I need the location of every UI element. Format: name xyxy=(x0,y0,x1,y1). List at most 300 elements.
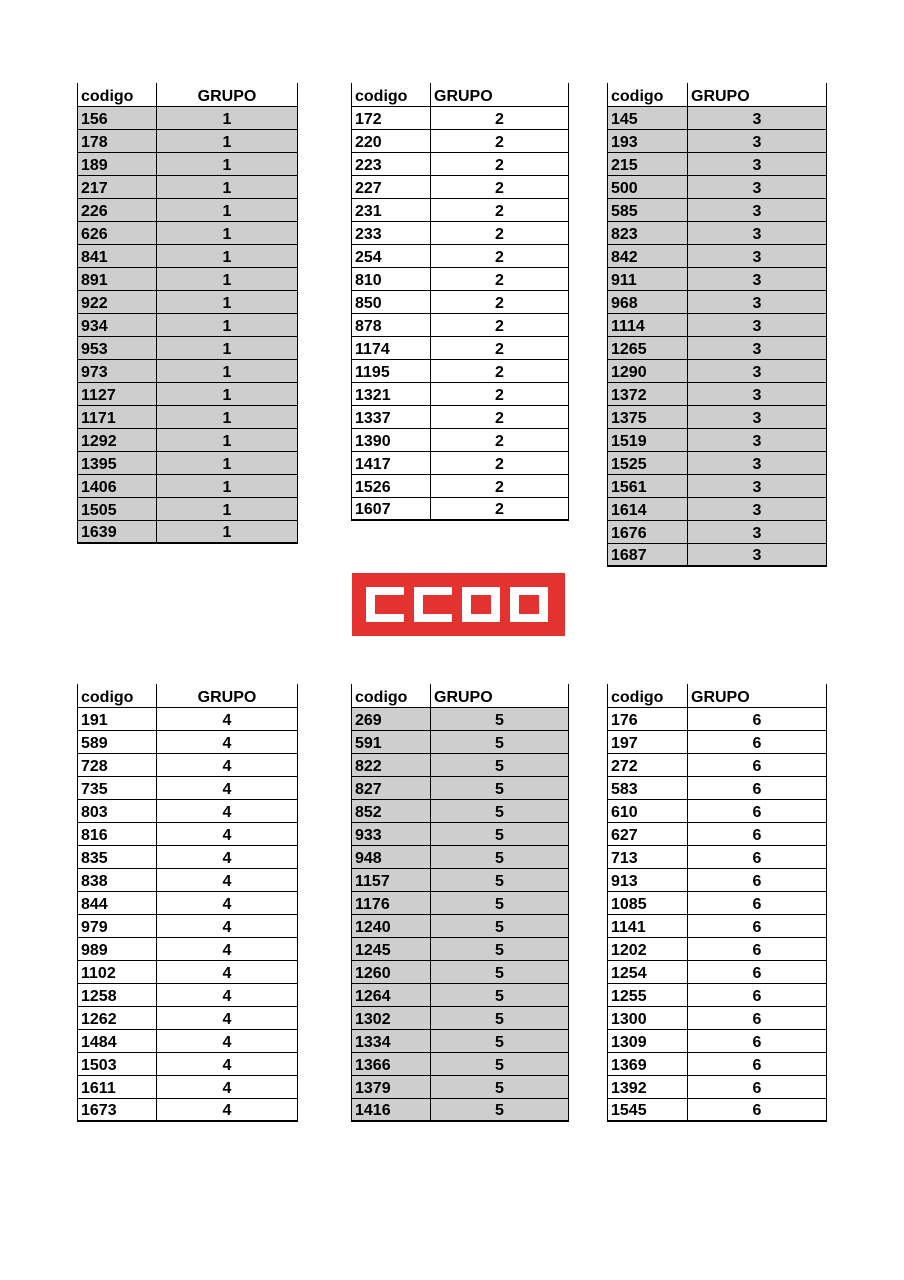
codigo-cell: 838 xyxy=(78,868,157,891)
table-row xyxy=(352,845,569,868)
table-row xyxy=(608,707,827,730)
grupo-cell: 6 xyxy=(688,983,827,1006)
codigo-cell: 585 xyxy=(608,198,688,221)
table-row xyxy=(352,868,569,891)
codigo-cell: 591 xyxy=(352,730,431,753)
table-row xyxy=(608,730,827,753)
grupo-cell: 4 xyxy=(157,845,298,868)
codigo-cell: 933 xyxy=(352,822,431,845)
table-row xyxy=(608,244,827,267)
grupo-cell: 2 xyxy=(431,313,569,336)
table-row xyxy=(78,474,298,497)
codigo-cell: 1102 xyxy=(78,960,157,983)
grupo-cell: 1 xyxy=(157,198,298,221)
codigo-cell: 227 xyxy=(352,175,431,198)
grupo-cell: 3 xyxy=(688,474,827,497)
grupo-cell: 5 xyxy=(431,1006,569,1029)
grupo-cell: 1 xyxy=(157,267,298,290)
grupo-cell: 4 xyxy=(157,1098,298,1121)
table-row xyxy=(608,1075,827,1098)
table-row xyxy=(78,405,298,428)
grupo-cell: 5 xyxy=(431,753,569,776)
table-row xyxy=(78,336,298,359)
grupo-cell: 5 xyxy=(431,845,569,868)
grupo-header: GRUPO xyxy=(431,83,569,106)
grupo-cell: 3 xyxy=(688,382,827,405)
table-row xyxy=(78,1052,298,1075)
codigo-cell: 223 xyxy=(352,152,431,175)
codigo-cell: 1372 xyxy=(608,382,688,405)
grupo-2-table xyxy=(351,83,569,521)
table-row xyxy=(608,106,827,129)
codigo-cell: 1673 xyxy=(78,1098,157,1121)
codigo-cell: 1375 xyxy=(608,405,688,428)
grupo-cell: 1 xyxy=(157,474,298,497)
codigo-header: codigo xyxy=(608,83,688,106)
codigo-cell: 1114 xyxy=(608,313,688,336)
table-row xyxy=(352,198,569,221)
grupo-cell: 6 xyxy=(688,1098,827,1121)
codigo-cell: 1676 xyxy=(608,520,688,543)
codigo-cell: 844 xyxy=(78,891,157,914)
table-row xyxy=(78,428,298,451)
codigo-cell: 1366 xyxy=(352,1052,431,1075)
codigo-cell: 1309 xyxy=(608,1029,688,1052)
table-row xyxy=(78,1075,298,1098)
table-row xyxy=(78,313,298,336)
grupo-cell: 6 xyxy=(688,730,827,753)
grupo-cell: 4 xyxy=(157,891,298,914)
grupo-cell: 2 xyxy=(431,336,569,359)
codigo-cell: 850 xyxy=(352,290,431,313)
codigo-cell: 610 xyxy=(608,799,688,822)
grupo-cell: 1 xyxy=(157,152,298,175)
codigo-cell: 728 xyxy=(78,753,157,776)
table-row xyxy=(78,753,298,776)
table-row xyxy=(352,267,569,290)
table-row xyxy=(352,313,569,336)
grupo-cell: 3 xyxy=(688,359,827,382)
table-row xyxy=(78,730,298,753)
codigo-cell: 1505 xyxy=(78,497,157,520)
grupo-cell: 5 xyxy=(431,1029,569,1052)
grupo-cell: 2 xyxy=(431,405,569,428)
table-row xyxy=(78,707,298,730)
grupo-cell: 2 xyxy=(431,359,569,382)
table-row xyxy=(352,937,569,960)
table-row xyxy=(352,175,569,198)
codigo-cell: 911 xyxy=(608,267,688,290)
grupo-cell: 3 xyxy=(688,336,827,359)
table-row xyxy=(608,290,827,313)
codigo-cell: 1526 xyxy=(352,474,431,497)
table-row xyxy=(78,497,298,520)
table-row xyxy=(78,983,298,1006)
table-row xyxy=(608,983,827,1006)
codigo-cell: 627 xyxy=(608,822,688,845)
grupo-cell: 4 xyxy=(157,707,298,730)
table-row xyxy=(608,914,827,937)
grupo-cell: 1 xyxy=(157,359,298,382)
codigo-cell: 878 xyxy=(352,313,431,336)
logo-background xyxy=(352,573,565,636)
table-row xyxy=(352,707,569,730)
grupo-cell: 5 xyxy=(431,914,569,937)
grupo-cell: 6 xyxy=(688,753,827,776)
table-row xyxy=(608,313,827,336)
codigo-header: codigo xyxy=(352,83,431,106)
codigo-cell: 1395 xyxy=(78,451,157,474)
table-row xyxy=(352,960,569,983)
grupo-cell: 6 xyxy=(688,1029,827,1052)
codigo-cell: 145 xyxy=(608,106,688,129)
grupo-cell: 1 xyxy=(157,106,298,129)
table-row xyxy=(78,776,298,799)
grupo-cell: 3 xyxy=(688,221,827,244)
codigo-cell: 178 xyxy=(78,129,157,152)
grupo-cell: 4 xyxy=(157,822,298,845)
grupo-cell: 3 xyxy=(688,290,827,313)
codigo-cell: 810 xyxy=(352,267,431,290)
grupo-cell: 2 xyxy=(431,106,569,129)
codigo-cell: 583 xyxy=(608,776,688,799)
table-row xyxy=(352,1098,569,1121)
codigo-cell: 1255 xyxy=(608,983,688,1006)
codigo-cell: 1321 xyxy=(352,382,431,405)
table-row xyxy=(352,1075,569,1098)
table-row xyxy=(608,152,827,175)
codigo-cell: 1484 xyxy=(78,1029,157,1052)
codigo-cell: 1171 xyxy=(78,405,157,428)
table-row xyxy=(608,428,827,451)
grupo-cell: 1 xyxy=(157,336,298,359)
codigo-cell: 1202 xyxy=(608,937,688,960)
grupo-cell: 6 xyxy=(688,891,827,914)
codigo-cell: 735 xyxy=(78,776,157,799)
table-row xyxy=(78,799,298,822)
grupo-cell: 4 xyxy=(157,1029,298,1052)
table-row xyxy=(352,428,569,451)
table-row xyxy=(608,336,827,359)
table-row xyxy=(352,822,569,845)
table-row xyxy=(78,129,298,152)
codigo-cell: 1264 xyxy=(352,983,431,1006)
codigo-cell: 156 xyxy=(78,106,157,129)
grupo-cell: 5 xyxy=(431,937,569,960)
table-row xyxy=(78,290,298,313)
grupo-cell: 3 xyxy=(688,267,827,290)
codigo-cell: 953 xyxy=(78,336,157,359)
grupo-cell: 4 xyxy=(157,799,298,822)
table-row xyxy=(352,290,569,313)
table-row xyxy=(78,822,298,845)
codigo-cell: 1639 xyxy=(78,520,157,543)
grupo-cell: 3 xyxy=(688,497,827,520)
codigo-cell: 989 xyxy=(78,937,157,960)
table-header xyxy=(78,83,298,106)
codigo-cell: 172 xyxy=(352,106,431,129)
grupo-cell: 2 xyxy=(431,267,569,290)
table-row xyxy=(352,730,569,753)
codigo-cell: 1406 xyxy=(78,474,157,497)
table-row xyxy=(608,520,827,543)
table-row xyxy=(608,868,827,891)
table-row xyxy=(352,336,569,359)
grupo-header: GRUPO xyxy=(157,684,298,707)
table-row xyxy=(608,175,827,198)
codigo-cell: 231 xyxy=(352,198,431,221)
codigo-cell: 1525 xyxy=(608,451,688,474)
codigo-header: codigo xyxy=(352,684,431,707)
table-row xyxy=(352,753,569,776)
table-row xyxy=(608,1098,827,1121)
grupo-cell: 3 xyxy=(688,543,827,566)
grupo-cell: 6 xyxy=(688,914,827,937)
grupo-cell: 1 xyxy=(157,244,298,267)
codigo-cell: 1141 xyxy=(608,914,688,937)
grupo-cell: 4 xyxy=(157,730,298,753)
table-row xyxy=(608,543,827,566)
codigo-cell: 1302 xyxy=(352,1006,431,1029)
codigo-cell: 968 xyxy=(608,290,688,313)
table-row xyxy=(78,221,298,244)
grupo-cell: 4 xyxy=(157,983,298,1006)
codigo-header: codigo xyxy=(78,83,157,106)
table-row xyxy=(78,198,298,221)
codigo-cell: 1369 xyxy=(608,1052,688,1075)
codigo-cell: 589 xyxy=(78,730,157,753)
codigo-cell: 973 xyxy=(78,359,157,382)
table-row xyxy=(608,891,827,914)
grupo-cell: 2 xyxy=(431,290,569,313)
table-row xyxy=(78,359,298,382)
codigo-cell: 1300 xyxy=(608,1006,688,1029)
codigo-cell: 1519 xyxy=(608,428,688,451)
table-row xyxy=(78,106,298,129)
table-header xyxy=(608,83,827,106)
table-row xyxy=(78,1029,298,1052)
grupo-cell: 5 xyxy=(431,776,569,799)
codigo-cell: 1195 xyxy=(352,359,431,382)
table-row xyxy=(78,382,298,405)
grupo-cell: 5 xyxy=(431,891,569,914)
codigo-cell: 215 xyxy=(608,152,688,175)
table-row xyxy=(608,1052,827,1075)
grupo-cell: 2 xyxy=(431,129,569,152)
grupo-cell: 4 xyxy=(157,776,298,799)
table-row xyxy=(608,221,827,244)
codigo-cell: 1611 xyxy=(78,1075,157,1098)
codigo-cell: 1379 xyxy=(352,1075,431,1098)
table-row xyxy=(352,497,569,520)
table-row xyxy=(608,359,827,382)
table-row xyxy=(78,868,298,891)
grupo-cell: 1 xyxy=(157,451,298,474)
table-row xyxy=(352,776,569,799)
grupo-cell: 1 xyxy=(157,428,298,451)
table-row xyxy=(352,451,569,474)
table-row xyxy=(78,914,298,937)
grupo-cell: 6 xyxy=(688,822,827,845)
grupo-cell: 5 xyxy=(431,1098,569,1121)
codigo-cell: 1503 xyxy=(78,1052,157,1075)
grupo-cell: 6 xyxy=(688,707,827,730)
grupo-cell: 1 xyxy=(157,221,298,244)
codigo-cell: 1416 xyxy=(352,1098,431,1121)
table-row xyxy=(352,106,569,129)
grupo-cell: 5 xyxy=(431,707,569,730)
grupo-cell: 1 xyxy=(157,175,298,198)
ccoo-logo xyxy=(352,573,565,636)
codigo-cell: 1687 xyxy=(608,543,688,566)
codigo-cell: 1260 xyxy=(352,960,431,983)
codigo-cell: 1337 xyxy=(352,405,431,428)
grupo-cell: 2 xyxy=(431,175,569,198)
codigo-cell: 835 xyxy=(78,845,157,868)
table-row xyxy=(78,937,298,960)
grupo-header: GRUPO xyxy=(688,83,827,106)
codigo-cell: 1334 xyxy=(352,1029,431,1052)
codigo-cell: 626 xyxy=(78,221,157,244)
table-row xyxy=(608,822,827,845)
codigo-cell: 1392 xyxy=(608,1075,688,1098)
codigo-cell: 1174 xyxy=(352,336,431,359)
grupo-cell: 1 xyxy=(157,290,298,313)
grupo-cell: 1 xyxy=(157,497,298,520)
grupo-cell: 3 xyxy=(688,244,827,267)
table-header xyxy=(608,684,827,707)
codigo-cell: 500 xyxy=(608,175,688,198)
table-row xyxy=(352,359,569,382)
grupo-cell: 6 xyxy=(688,1006,827,1029)
table-row xyxy=(78,244,298,267)
codigo-cell: 1254 xyxy=(608,960,688,983)
grupo-cell: 5 xyxy=(431,1075,569,1098)
codigo-cell: 1417 xyxy=(352,451,431,474)
codigo-cell: 1085 xyxy=(608,891,688,914)
grupo-3-table xyxy=(607,83,827,567)
grupo-header: GRUPO xyxy=(431,684,569,707)
grupo-cell: 6 xyxy=(688,1052,827,1075)
table-row xyxy=(78,960,298,983)
grupo-cell: 3 xyxy=(688,198,827,221)
grupo-cell: 2 xyxy=(431,451,569,474)
codigo-cell: 842 xyxy=(608,244,688,267)
table-row xyxy=(352,914,569,937)
table-row xyxy=(608,776,827,799)
table-row xyxy=(608,382,827,405)
codigo-cell: 827 xyxy=(352,776,431,799)
table-row xyxy=(608,1029,827,1052)
grupo-cell: 2 xyxy=(431,244,569,267)
table-row xyxy=(608,497,827,520)
grupo-cell: 6 xyxy=(688,845,827,868)
table-row xyxy=(352,474,569,497)
table-row xyxy=(352,152,569,175)
grupo-cell: 5 xyxy=(431,822,569,845)
grupo-header: GRUPO xyxy=(688,684,827,707)
grupo-cell: 1 xyxy=(157,382,298,405)
grupo-cell: 4 xyxy=(157,1006,298,1029)
codigo-cell: 217 xyxy=(78,175,157,198)
table-row xyxy=(352,405,569,428)
table-row xyxy=(352,221,569,244)
grupo-cell: 3 xyxy=(688,313,827,336)
grupo-cell: 3 xyxy=(688,175,827,198)
grupo-cell: 3 xyxy=(688,405,827,428)
codigo-cell: 1390 xyxy=(352,428,431,451)
codigo-cell: 1292 xyxy=(78,428,157,451)
codigo-cell: 979 xyxy=(78,914,157,937)
grupo-cell: 5 xyxy=(431,960,569,983)
table-row xyxy=(608,474,827,497)
grupo-cell: 2 xyxy=(431,221,569,244)
grupo-cell: 4 xyxy=(157,1075,298,1098)
table-row xyxy=(78,152,298,175)
codigo-cell: 1561 xyxy=(608,474,688,497)
grupo-cell: 6 xyxy=(688,937,827,960)
codigo-cell: 1127 xyxy=(78,382,157,405)
codigo-cell: 948 xyxy=(352,845,431,868)
grupo-header: GRUPO xyxy=(157,83,298,106)
codigo-cell: 272 xyxy=(608,753,688,776)
codigo-cell: 1245 xyxy=(352,937,431,960)
codigo-cell: 1265 xyxy=(608,336,688,359)
grupo-6-table xyxy=(607,684,827,1122)
grupo-cell: 3 xyxy=(688,520,827,543)
table-row xyxy=(608,799,827,822)
codigo-cell: 1290 xyxy=(608,359,688,382)
grupo-4-table xyxy=(77,684,298,1122)
codigo-cell: 913 xyxy=(608,868,688,891)
table-row xyxy=(608,845,827,868)
table-row xyxy=(352,891,569,914)
grupo-cell: 3 xyxy=(688,428,827,451)
table-row xyxy=(352,983,569,1006)
codigo-cell: 220 xyxy=(352,129,431,152)
codigo-cell: 269 xyxy=(352,707,431,730)
codigo-cell: 193 xyxy=(608,129,688,152)
grupo-cell: 6 xyxy=(688,868,827,891)
grupo-cell: 3 xyxy=(688,152,827,175)
grupo-cell: 1 xyxy=(157,129,298,152)
codigo-cell: 823 xyxy=(608,221,688,244)
grupo-1-table xyxy=(77,83,298,544)
grupo-cell: 3 xyxy=(688,129,827,152)
grupo-cell: 1 xyxy=(157,405,298,428)
table-row xyxy=(608,267,827,290)
table-header xyxy=(352,83,569,106)
codigo-cell: 1176 xyxy=(352,891,431,914)
codigo-cell: 803 xyxy=(78,799,157,822)
table-row xyxy=(78,520,298,543)
table-row xyxy=(352,1052,569,1075)
codigo-cell: 254 xyxy=(352,244,431,267)
codigo-cell: 1614 xyxy=(608,497,688,520)
table-row xyxy=(608,405,827,428)
codigo-cell: 1258 xyxy=(78,983,157,1006)
table-row xyxy=(608,937,827,960)
table-row xyxy=(352,1006,569,1029)
grupo-cell: 3 xyxy=(688,106,827,129)
table-row xyxy=(352,129,569,152)
table-row xyxy=(608,129,827,152)
codigo-cell: 1607 xyxy=(352,497,431,520)
table-row xyxy=(608,198,827,221)
grupo-cell: 5 xyxy=(431,799,569,822)
table-row xyxy=(352,244,569,267)
grupo-cell: 1 xyxy=(157,520,298,543)
